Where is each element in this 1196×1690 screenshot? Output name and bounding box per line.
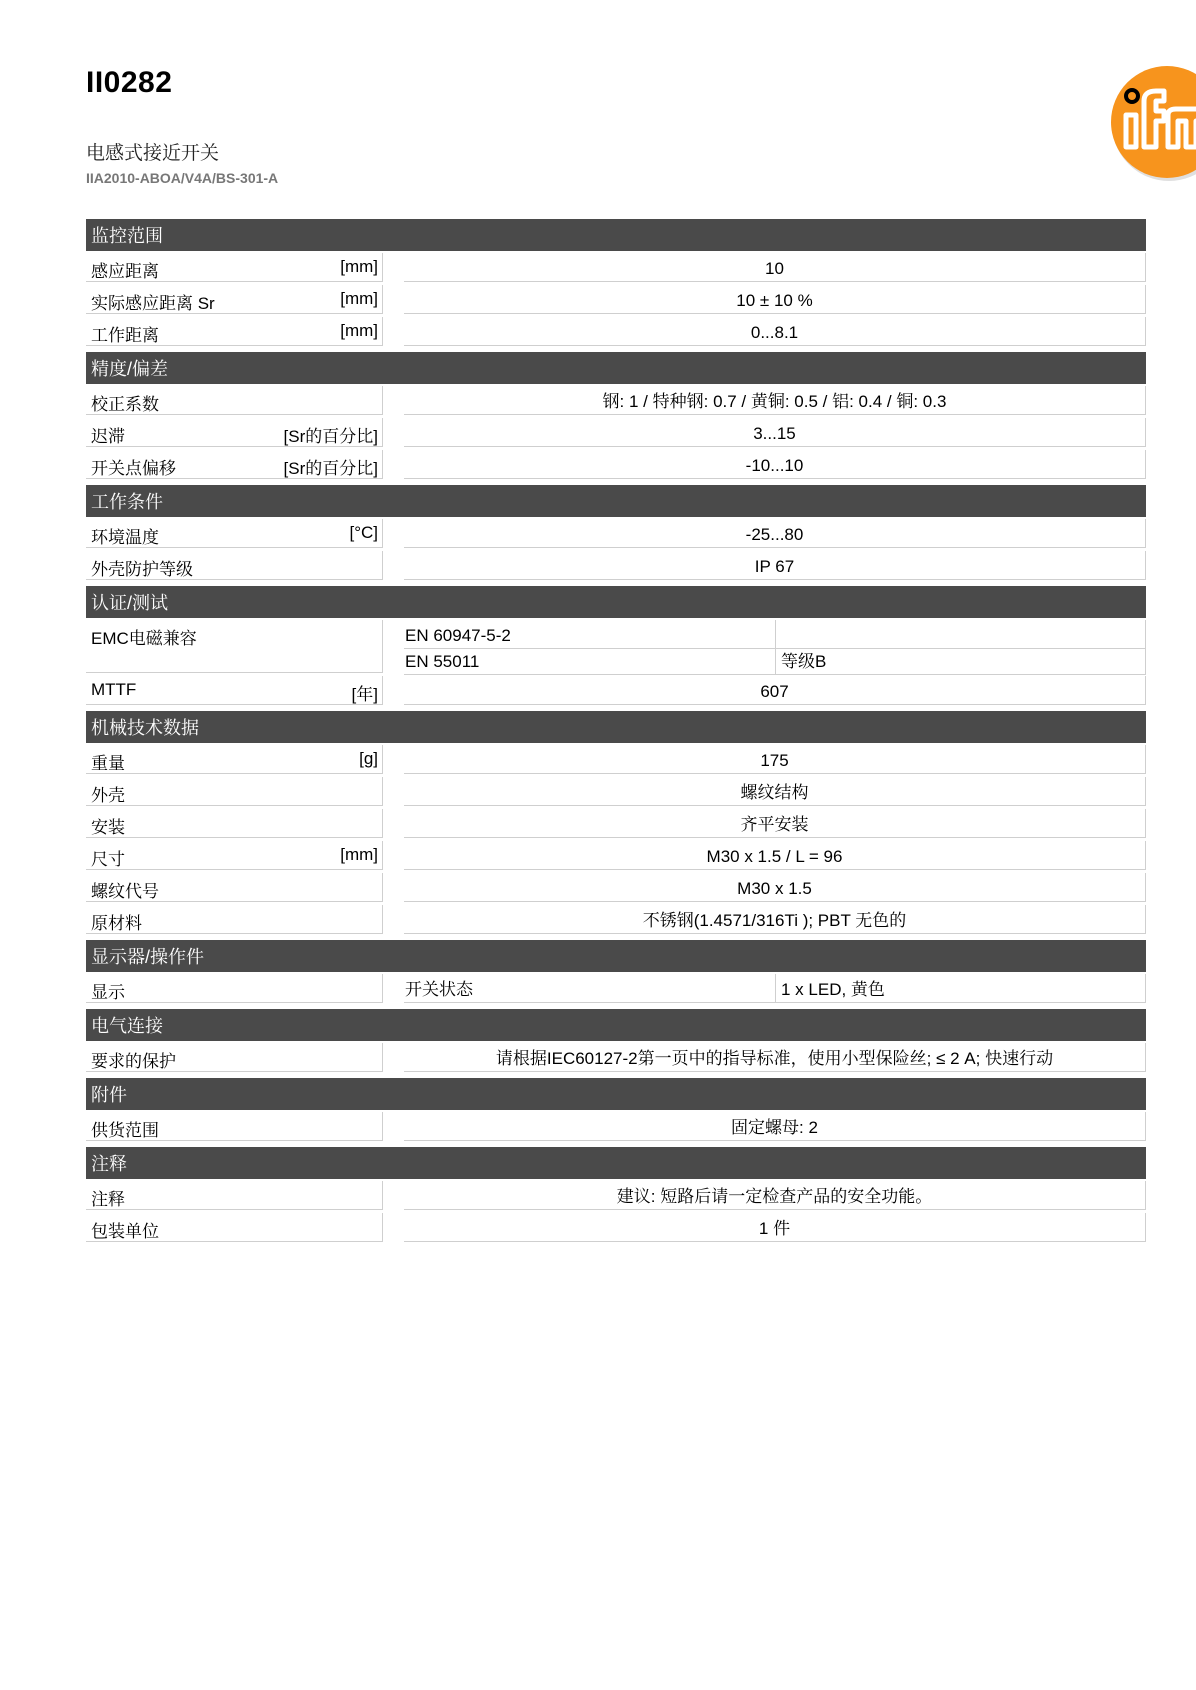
table-row	[86, 871, 1146, 903]
emc-note-1	[776, 620, 1146, 649]
section-title: 注释	[86, 1147, 1146, 1179]
row-value: 钢: 1 / 特种钢: 0.7 / 黄铜: 0.5 / 铝: 0.4 / 铜: 0.3	[404, 386, 1146, 415]
section-title: 机械技术数据	[86, 711, 1146, 743]
section-title: 显示器/操作件	[86, 940, 1146, 972]
row-label: 注释	[91, 1190, 125, 1209]
row-value: 3...15	[404, 418, 1146, 447]
row-label: 显示	[91, 983, 125, 1002]
table-row	[86, 618, 1146, 674]
document-header	[86, 0, 1146, 200]
table-row	[86, 743, 1146, 775]
emc-note-2: 等级B	[776, 648, 1146, 675]
row-value: 10	[404, 253, 1146, 282]
row-label: EMC电磁兼容	[91, 629, 197, 648]
row-unit: [°C]	[349, 523, 378, 542]
row-value: 不锈钢(1.4571/316Ti ); PBT 无色的	[404, 905, 1146, 934]
table-row	[86, 1179, 1146, 1211]
row-label: 螺纹代号	[91, 882, 159, 901]
table-row	[86, 549, 1146, 581]
row-unit: [Sr的百分比]	[283, 427, 378, 446]
table-row	[86, 775, 1146, 807]
table-row	[86, 839, 1146, 871]
table-row	[86, 1110, 1146, 1142]
ifm-logo	[1110, 65, 1196, 183]
display-type: 开关状态	[404, 974, 776, 1003]
product-description: 电感式接近开关	[86, 143, 220, 164]
section-title: 监控范围	[86, 219, 1146, 251]
table-row	[86, 1041, 1146, 1073]
row-label: 迟滞	[91, 427, 125, 446]
row-label: 外壳	[91, 786, 125, 805]
table-row	[86, 283, 1146, 315]
row-unit: [mm]	[340, 845, 378, 864]
row-value: -10...10	[404, 450, 1146, 479]
section-title: 认证/测试	[86, 586, 1146, 618]
row-label: 尺寸	[91, 850, 125, 869]
row-value: 175	[404, 745, 1146, 774]
row-value: 607	[404, 676, 1146, 705]
table-row	[86, 315, 1146, 347]
row-label: 实际感应距离 Sr	[91, 294, 215, 313]
table-row	[86, 1211, 1146, 1243]
row-value: 螺纹结构	[404, 777, 1146, 806]
table-row	[86, 517, 1146, 549]
row-value: IP 67	[404, 551, 1146, 580]
row-label: 外壳防护等级	[91, 560, 193, 579]
row-label: 环境温度	[91, 528, 159, 547]
row-value: -25...80	[404, 519, 1146, 548]
display-value: 1 x LED, 黄色	[776, 974, 1146, 1003]
row-value: 建议: 短路后请一定检查产品的安全功能。	[404, 1181, 1146, 1210]
row-label: 安装	[91, 818, 125, 837]
row-value: 10 ± 10 %	[404, 285, 1146, 314]
row-value: M30 x 1.5	[404, 873, 1146, 902]
row-label: MTTF	[91, 680, 137, 699]
row-unit: [g]	[359, 749, 378, 768]
section-title: 电气连接	[86, 1009, 1146, 1041]
row-label: 开关点偏移	[91, 459, 176, 478]
row-value: 请根据IEC60127-2第一页中的指导标准，使用小型保险丝; ≤ 2 A; 快速行动	[404, 1043, 1146, 1072]
table-row	[86, 972, 1146, 1004]
row-unit: [mm]	[340, 289, 378, 308]
row-unit: [年]	[351, 685, 378, 704]
row-label: 包装单位	[91, 1222, 159, 1241]
row-label: 原材料	[91, 914, 142, 933]
emc-standard-2: EN 55011	[404, 648, 776, 675]
row-value: M30 x 1.5 / L = 96	[404, 841, 1146, 870]
row-value: 0...8.1	[404, 317, 1146, 346]
row-value: 固定螺母: 2	[404, 1112, 1146, 1141]
table-row	[86, 251, 1146, 283]
section-title: 工作条件	[86, 485, 1146, 517]
row-unit: [Sr的百分比]	[283, 459, 378, 478]
table-row	[86, 674, 1146, 706]
table-row	[86, 416, 1146, 448]
table-row	[86, 903, 1146, 935]
row-value: 1 件	[404, 1213, 1146, 1242]
section-title: 精度/偏差	[86, 352, 1146, 384]
product-code: IIA2010-ABOA/V4A/BS-301-A	[86, 170, 279, 186]
row-unit: [mm]	[340, 321, 378, 340]
row-label: 感应距离	[91, 262, 159, 281]
row-value: 齐平安装	[404, 809, 1146, 838]
row-unit: [mm]	[340, 257, 378, 276]
table-row	[86, 448, 1146, 480]
emc-standard-1: EN 60947-5-2	[404, 620, 776, 649]
product-id: II0282	[86, 66, 173, 99]
row-label: 要求的保护	[91, 1052, 176, 1071]
row-label: 校正系数	[91, 395, 159, 414]
row-label: 供货范围	[91, 1121, 159, 1140]
section-title: 附件	[86, 1078, 1146, 1110]
table-row	[86, 807, 1146, 839]
row-label: 重量	[91, 754, 125, 773]
row-label: 工作距离	[91, 326, 159, 345]
table-row	[86, 384, 1146, 416]
spec-table	[86, 219, 1146, 1243]
